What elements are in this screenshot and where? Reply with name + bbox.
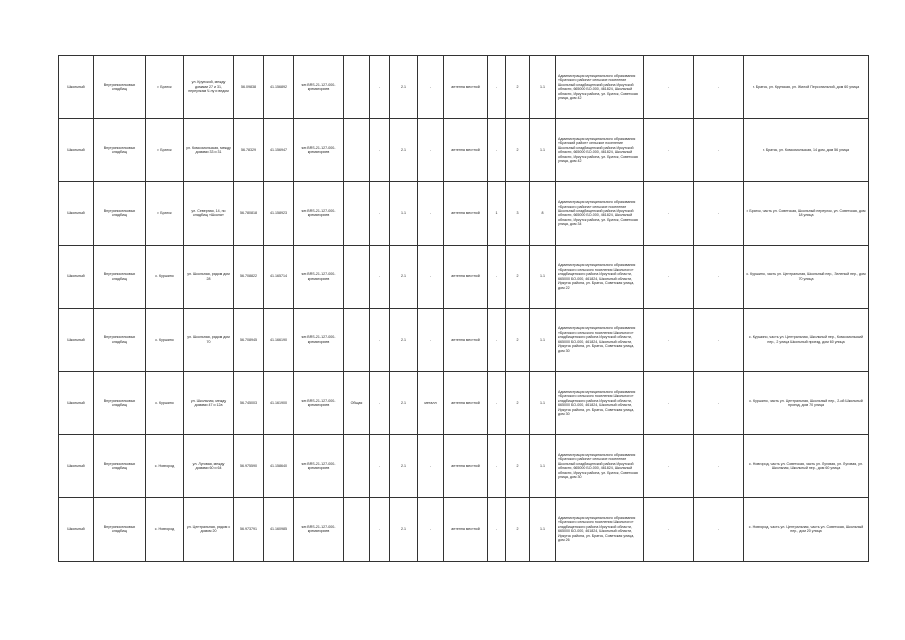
table-cell: 41.158640 <box>264 435 294 498</box>
table-cell: антенна местной <box>444 371 488 434</box>
table-cell <box>344 56 370 119</box>
table-cell: - <box>694 56 744 119</box>
table-cell: 1.1 <box>530 56 556 119</box>
table-cell: Администрация муниципального образования «Братского сельского поселения Школьного» кладбищенского района Иркутской области, 665000 БО-000, 461824, Школьный области, Иркутск района, ул. Братск, Советская улица, дом 26 <box>556 498 644 561</box>
table-cell: - <box>370 182 390 245</box>
table-cell: - <box>370 435 390 498</box>
table-cell: Внутрипоселковых кладбищ <box>94 245 146 308</box>
table-cell: ул. Школьная, рядом дом 70 <box>184 308 234 371</box>
table-cell: ser.BRS-21-127-000-крематориев <box>294 498 344 561</box>
table-cell: ул. Комсомольская, между домами 33 и 31 <box>184 119 234 182</box>
table-cell: ser.BRS-21-127-000-крематориев <box>294 119 344 182</box>
table-cell: Школьный <box>59 308 94 371</box>
table-cell: г. Братск, часть ул. Советская, Школьный переулок, ул. Советская, дом 18 улица <box>744 182 869 245</box>
table-cell: Внутрипоселковых кладбищ <box>94 119 146 182</box>
table-cell: - <box>488 371 506 434</box>
table-cell: антенна местной <box>444 435 488 498</box>
table-cell: 56.780818 <box>234 182 264 245</box>
table-cell: - <box>370 308 390 371</box>
table-cell: 1.1 <box>530 245 556 308</box>
table-cell: 1.1 <box>530 119 556 182</box>
table-cell: ул. Северная, 14, по кладбищ «Школа» <box>184 182 234 245</box>
table-cell: - <box>488 119 506 182</box>
table-cell: - <box>694 182 744 245</box>
table-cell: 56.745003 <box>234 371 264 434</box>
table-cell: 1.1 <box>530 498 556 561</box>
table-cell: антенна местной <box>444 119 488 182</box>
table-cell: г. Братск <box>146 119 184 182</box>
table-row <box>59 119 869 182</box>
table-cell: 2 <box>506 308 530 371</box>
table-cell: 2.1 <box>390 435 418 498</box>
table-cell: - <box>488 498 506 561</box>
table-cell: - <box>370 245 390 308</box>
table-cell: Администрация муниципального образования «Братский район» сельское поселение Школьный кладбищенский района Иркутской области, 665000 БО-000, 461824, Школьный области, Иркутск района, ул. Братск, Советская улица, дом 42 <box>556 119 644 182</box>
table-cell: ser.BRS-21-127-000-крематориев <box>294 371 344 434</box>
table-cell: Внутрипоселковых кладбищ <box>94 371 146 434</box>
table-cell: с. Новгород, часть ул. Центральная, часть ул. Советская, Школьный пер., дом 20 улица <box>744 498 869 561</box>
table-cell: - <box>644 435 694 498</box>
table-cell: - <box>488 56 506 119</box>
table-cell: антенна местной <box>444 245 488 308</box>
table-row <box>59 435 869 498</box>
table-row <box>59 245 869 308</box>
table-cell: ул. Школьная, между домами 47 и 12а <box>184 371 234 434</box>
table-cell: - <box>694 245 744 308</box>
table-cell: 2 <box>506 371 530 434</box>
table-cell: г. Братск, ул. Комсомольская, 14 дом, дом 56 улица <box>744 119 869 182</box>
table-cell: ул. Центральная, рядом с домом 20 <box>184 498 234 561</box>
table-row <box>59 498 869 561</box>
table-cell: - <box>418 498 444 561</box>
table-cell: Внутрипоселковых кладбищ <box>94 56 146 119</box>
table-cell: 41.156947 <box>264 119 294 182</box>
table-cell: Школьный <box>59 498 94 561</box>
table-cell: Администрация муниципального образования «Братского сельского поселения Школьного» кладбищенского района Иркутской области, 665000 БО-000, 461824, Школьный области, Иркутск района, ул. Братск, Советская улица, дом 22 <box>556 245 644 308</box>
table-cell <box>344 308 370 371</box>
table-cell: 1.1 <box>390 182 418 245</box>
table-cell: 41.165714 <box>264 245 294 308</box>
table-cell: с. Куршино <box>146 308 184 371</box>
table-cell: 1.1 <box>530 435 556 498</box>
table-cell: - <box>694 119 744 182</box>
table-cell: 2.1 <box>390 371 418 434</box>
table-row <box>59 56 869 119</box>
table-cell: ser.BRS-21-127-000-крематориев <box>294 182 344 245</box>
table-cell <box>344 119 370 182</box>
table-cell: Внутрипоселковых кладбищ <box>94 498 146 561</box>
table-cell: - <box>418 56 444 119</box>
table-cell: антенна местной <box>444 308 488 371</box>
table-cell: ул. Луговая, между домами 60 и 64 <box>184 435 234 498</box>
table-cell: - <box>418 119 444 182</box>
table-cell: ser.BRS-21-127-000-крематориев <box>294 56 344 119</box>
table-cell: с. Куршино, часть ул. Центральная, Школьный пер., 2-ой Школьный проезд, дом 70 улица <box>744 371 869 434</box>
table-cell: 2.1 <box>390 308 418 371</box>
table-cell: 2.1 <box>390 119 418 182</box>
table-cell: ул. Школьная, рядом дом 28 <box>184 245 234 308</box>
table-cell: 2 <box>506 435 530 498</box>
table-cell: 41.158923 <box>264 182 294 245</box>
table-cell: Администрация муниципального образования «Братского сельского поселения Школьного» кладбищенского района Иркутской области, 665000 БО-000, 461824, Школьный области, Иркутск района, ул. Братск, Советская улица, дом 30 <box>556 308 644 371</box>
table-cell: 56.708945 <box>234 308 264 371</box>
table-cell: - <box>370 119 390 182</box>
table-cell: Внутрипоселковых кладбищ <box>94 435 146 498</box>
table-cell: Администрация муниципального образования «Братского района» сельское поселение Школьный кладбищенский района Иркутской области, 665000 БО-000, 461824, Школьный области, Иркутск района, ул. Братск, Советская улица, дом 30 <box>556 435 644 498</box>
table-cell: - <box>370 56 390 119</box>
table-cell: Администрация муниципального образования «Братского района» сельское поселение Школьный кладбищенский района Иркутской области, 665000 БО-000, 461824, Школьный области, Иркутск района, ул. Братск, Советская улица, дом 34 <box>556 182 644 245</box>
table-cell: 41.156892 <box>264 56 294 119</box>
table-cell: антенна местной <box>444 182 488 245</box>
table-cell: 56.975590 <box>234 435 264 498</box>
table-cell <box>344 435 370 498</box>
table-cell: с. Новгород <box>146 498 184 561</box>
table-cell: - <box>694 435 744 498</box>
table-row <box>59 182 869 245</box>
table-cell: - <box>418 245 444 308</box>
table-cell: ser.BRS-21-127-000-крематориев <box>294 245 344 308</box>
table-cell: Администрация муниципального образования «Братского сельского поселения Школьного» кладбищенского района Иркутской области, 665000 БО-000, 461824, Школьный области, Иркутск района, ул. Братск, Советская улица, дом 30 <box>556 371 644 434</box>
table-cell: 2 <box>506 56 530 119</box>
table-cell: 2.1 <box>390 56 418 119</box>
table-cell: с. Куршино, часть ул. Центральная, Школьный пер., Комсомольский пер., 2 улица Школьный проезд, дом 60 улица <box>744 308 869 371</box>
table-cell: - <box>644 182 694 245</box>
table-cell: - <box>488 245 506 308</box>
table-cell: Школьный <box>59 56 94 119</box>
table-cell: 2 <box>506 119 530 182</box>
table-cell: с. Новгород, часть ул. Советская, часть ул. Луговая, ул. Луговая, ул. Школьная, Школьный пер., дом 60 улица <box>744 435 869 498</box>
table-cell: - <box>644 371 694 434</box>
table-cell: с. Куршино <box>146 371 184 434</box>
table-cell: 2.1 <box>390 245 418 308</box>
table-cell: - <box>644 56 694 119</box>
table-cell: Внутрипоселковых кладбищ <box>94 182 146 245</box>
table-cell: 1 <box>488 182 506 245</box>
table-cell: Школьный <box>59 119 94 182</box>
table-cell: 41.161900 <box>264 371 294 434</box>
table-cell: ул. Крупской, между домами 27 и 31, переулкам Ч-ну и ведом <box>184 56 234 119</box>
table-cell: - <box>488 308 506 371</box>
table-cell: Общая <box>344 371 370 434</box>
table-cell: антенна местной <box>444 56 488 119</box>
table-cell: 1.1 <box>530 371 556 434</box>
table-cell: 56.708822 <box>234 245 264 308</box>
table-cell: - <box>644 119 694 182</box>
table-cell: г. Братск <box>146 56 184 119</box>
table-cell: - <box>370 371 390 434</box>
register-table <box>58 55 869 562</box>
table-cell: - <box>644 308 694 371</box>
table-cell <box>344 182 370 245</box>
table-body <box>59 56 869 562</box>
table-cell: Школьный <box>59 371 94 434</box>
table-cell: г. Братск, ул. Крупская, ул. Жилой Персональной, дом 60 улица <box>744 56 869 119</box>
table-cell: 3 <box>506 182 530 245</box>
table-cell: Администрация муниципального образования «Братского района» сельское поселение Школьный кладбищенский района Иркутской области, 665000 БО-000, 461824, Школьный области, Иркутск района, ул. Братск, Советская улица, дом 42 <box>556 56 644 119</box>
table-cell: с. Новгород <box>146 435 184 498</box>
table-cell: 8 <box>530 182 556 245</box>
table-cell: антенна местной <box>444 498 488 561</box>
table-row <box>59 308 869 371</box>
table-cell: 41.166190 <box>264 308 294 371</box>
table-cell: - <box>418 182 444 245</box>
table-cell: Внутрипоселковых кладбищ <box>94 308 146 371</box>
table-cell: - <box>644 498 694 561</box>
table-cell: - <box>694 308 744 371</box>
table-cell: - <box>418 308 444 371</box>
table-cell: - <box>644 245 694 308</box>
table-cell: 56.973791 <box>234 498 264 561</box>
table-cell: - <box>418 435 444 498</box>
table-cell: 56.78329 <box>234 119 264 182</box>
table-cell: с. Куршино <box>146 245 184 308</box>
table-cell: - <box>370 498 390 561</box>
table-cell: с. Куршино, часть ул. Центральная, Школьный пер., Зеленый пер., дом 70 улица <box>744 245 869 308</box>
table-cell: ser.BRS-21-127-000-крематориев <box>294 308 344 371</box>
table-cell: металл <box>418 371 444 434</box>
table-cell: - <box>694 498 744 561</box>
table-cell <box>344 498 370 561</box>
table-row <box>59 371 869 434</box>
table-cell: 41.160985 <box>264 498 294 561</box>
table-cell: Школьный <box>59 245 94 308</box>
table-cell: 2 <box>506 245 530 308</box>
table-cell: г. Братск <box>146 182 184 245</box>
table-cell: Школьный <box>59 182 94 245</box>
table-cell: 56.09838 <box>234 56 264 119</box>
table-cell <box>344 245 370 308</box>
table-cell: - <box>488 435 506 498</box>
table-cell: 2 <box>506 498 530 561</box>
table-cell: Школьный <box>59 435 94 498</box>
table-cell: 1.1 <box>530 308 556 371</box>
table-cell: 2.1 <box>390 498 418 561</box>
table-cell: ser.BRS-21-127-000-крематориев <box>294 435 344 498</box>
table-cell: - <box>694 371 744 434</box>
